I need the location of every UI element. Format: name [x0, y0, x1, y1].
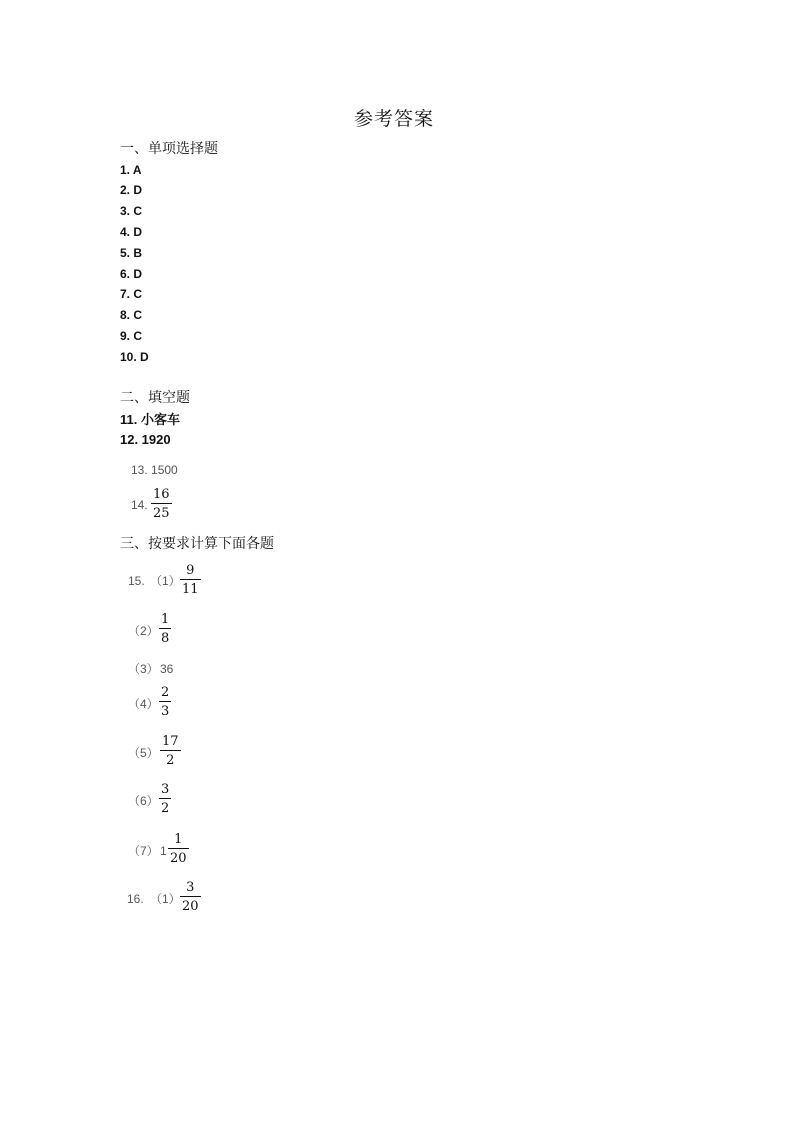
answer-item-15-label: 15.: [128, 574, 145, 588]
part-label: （1）: [150, 892, 181, 906]
fraction-3-2: [159, 782, 171, 816]
fraction-numerator: 3: [161, 782, 170, 797]
part-label: （1）: [150, 574, 181, 588]
section-heading-multiple-choice: 一、单项选择题: [120, 141, 218, 157]
fraction-9-11: [180, 563, 201, 597]
fraction-denominator: 20: [170, 851, 187, 866]
fraction-numerator: 1: [161, 612, 170, 627]
part-label: （5）: [128, 746, 159, 760]
answer-item: 10. D: [120, 350, 149, 364]
fraction-numerator: 17: [162, 734, 179, 749]
fraction-numerator: 1: [174, 832, 183, 847]
fraction-denominator: 20: [182, 899, 199, 914]
fraction-3-20: [180, 880, 201, 914]
section-heading-calculation: 三、按要求计算下面各题: [120, 536, 274, 552]
fraction-denominator: 8: [161, 631, 170, 646]
fraction-bar: [159, 628, 171, 629]
fraction-bar: [160, 750, 181, 751]
fraction-bar: [159, 701, 171, 702]
fraction-numerator: 3: [186, 880, 195, 895]
answer-item: 8. C: [120, 308, 143, 322]
answer-item: 4. D: [120, 225, 143, 239]
fraction-numerator: 9: [186, 563, 195, 578]
part-label: （3）: [128, 662, 159, 676]
answer-item: 5. B: [120, 246, 143, 260]
fraction-denominator: 25: [153, 506, 170, 521]
answer-item-14-label: 14.: [131, 498, 148, 512]
part-label: （2）: [128, 624, 159, 638]
answer-item: 1. A: [120, 163, 142, 177]
fraction-denominator: 2: [161, 801, 170, 816]
answer-item-13: 13. 1500: [131, 463, 178, 477]
fraction-denominator: 3: [161, 704, 170, 719]
answer-item-12: 12. 1920: [120, 432, 171, 447]
answer-item: 2. D: [120, 183, 143, 197]
fraction-bar: [168, 848, 189, 849]
answer-item: 3. C: [120, 204, 143, 218]
fraction-denominator: 11: [182, 582, 199, 597]
answer-item: 9. C: [120, 329, 143, 343]
page-title: 参考答案: [353, 108, 434, 130]
fraction-16-25: [151, 487, 172, 521]
part-label: （7）: [128, 844, 159, 858]
answer-value-36: 36: [160, 662, 174, 676]
part-label: （4）: [128, 697, 159, 711]
fraction-numerator: 16: [153, 487, 170, 502]
answer-item-16-label: 16.: [127, 892, 144, 906]
mixed-number-whole: 1: [160, 844, 167, 858]
answer-item-11: 11. 小客车: [120, 412, 180, 427]
section-heading-fill-blank: 二、填空题: [120, 390, 190, 406]
fraction-1-20: [168, 832, 189, 866]
answer-item: 7. C: [120, 287, 143, 301]
fraction-denominator: 2: [166, 753, 175, 768]
fraction-bar: [159, 798, 171, 799]
fraction-1-8: [159, 612, 171, 646]
fraction-numerator: 2: [161, 685, 170, 700]
fraction-2-3: [159, 685, 171, 719]
fraction-bar: [180, 579, 201, 580]
fraction-bar: [180, 896, 201, 897]
fraction-bar: [151, 503, 172, 504]
answer-item: 6. D: [120, 267, 143, 281]
part-label: （6）: [128, 794, 159, 808]
fraction-17-2: [160, 734, 181, 768]
